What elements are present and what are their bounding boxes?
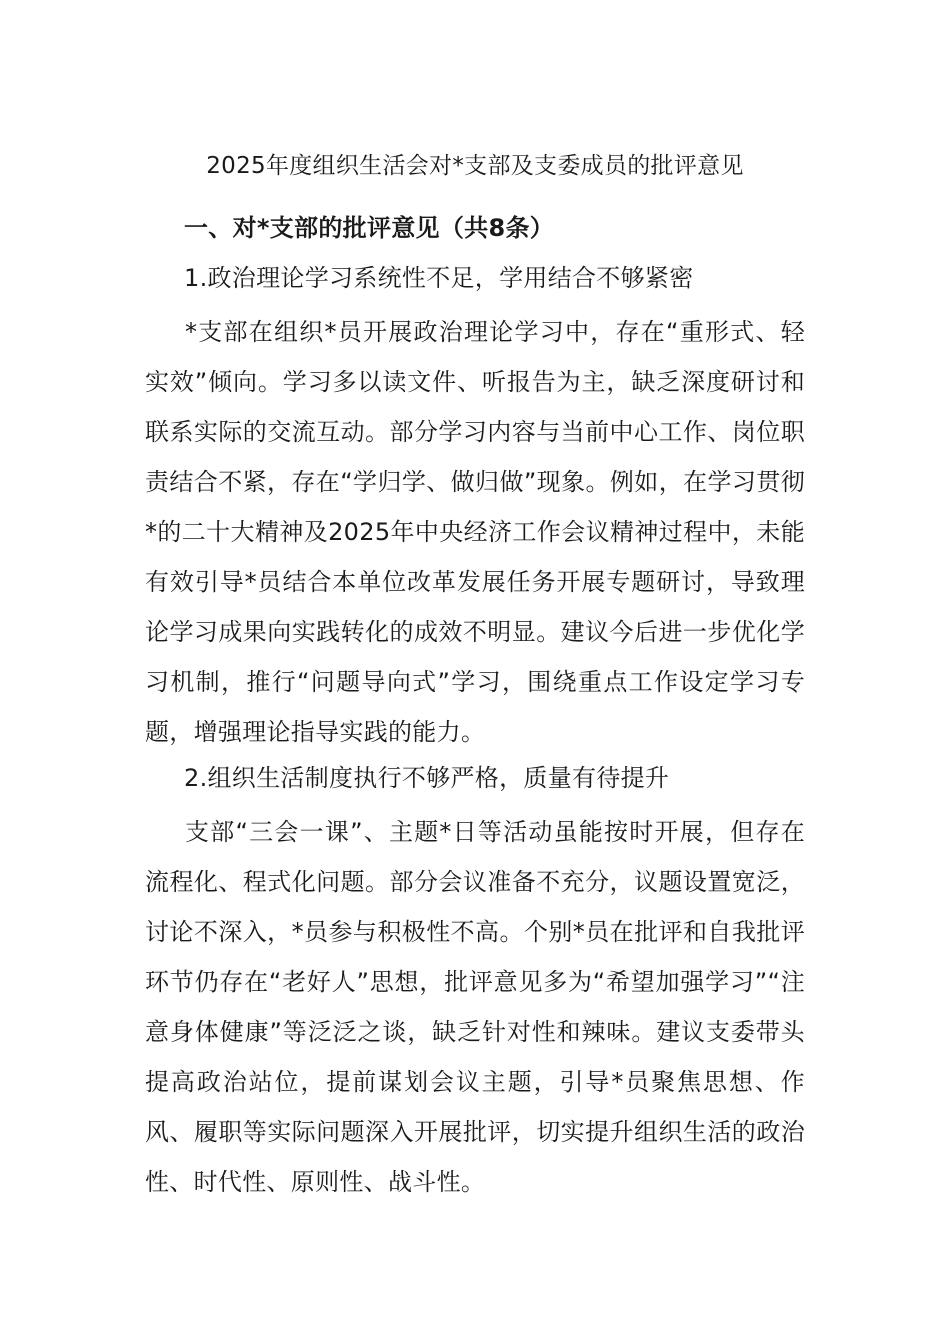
item-heading-1: 1.政治理论学习系统性不足，学用结合不够紧密	[184, 264, 694, 292]
section-heading: 一、对*支部的批评意见（共8条）	[184, 214, 555, 242]
item-body-1: *支部在组织*员开展政治理论学习中，存在“重形式、轻实效”倾向。学习多以读文件、听报告为主，缺乏深度研讨和联系实际的交流互动。部分学习内容与当前中心工作、岗位职责结合不紧，存在“学归学、做归做”现象。例如，在学习贯彻*的二十大精神及2025年中央经济工作会议精神过程中，未能有效引导*员结合本单位改革发展任务开展专题研讨，导致理论学习成果向实践转化的成效不明显。建议今后进一步优化学习机制，推行“问题导向式”学习，围绕重点工作设定学习专题，增强理论指导实践的能力。	[145, 318, 805, 746]
item-body-2: 支部“三会一课”、主题*日等活动虽能按时开展，但存在流程化、程式化问题。部分会议准备不充分，议题设置宽泛，讨论不深入，*员参与积极性不高。个别*员在批评和自我批评环节仍存在“老好人”思想，批评意见多为“希望加强学习”“注意身体健康”等泛泛之谈，缺乏针对性和辣味。建议支委带头提高政治站位，提前谋划会议主题，引导*员聚焦思想、作风、履职等实际问题深入开展批评，切实提升组织生活的政治性、时代性、原则性、战斗性。	[145, 818, 805, 1196]
document-title: 2025年度组织生活会对*支部及支委成员的批评意见	[206, 153, 744, 179]
item-heading-2: 2.组织生活制度执行不够严格，质量有待提升	[184, 764, 670, 792]
